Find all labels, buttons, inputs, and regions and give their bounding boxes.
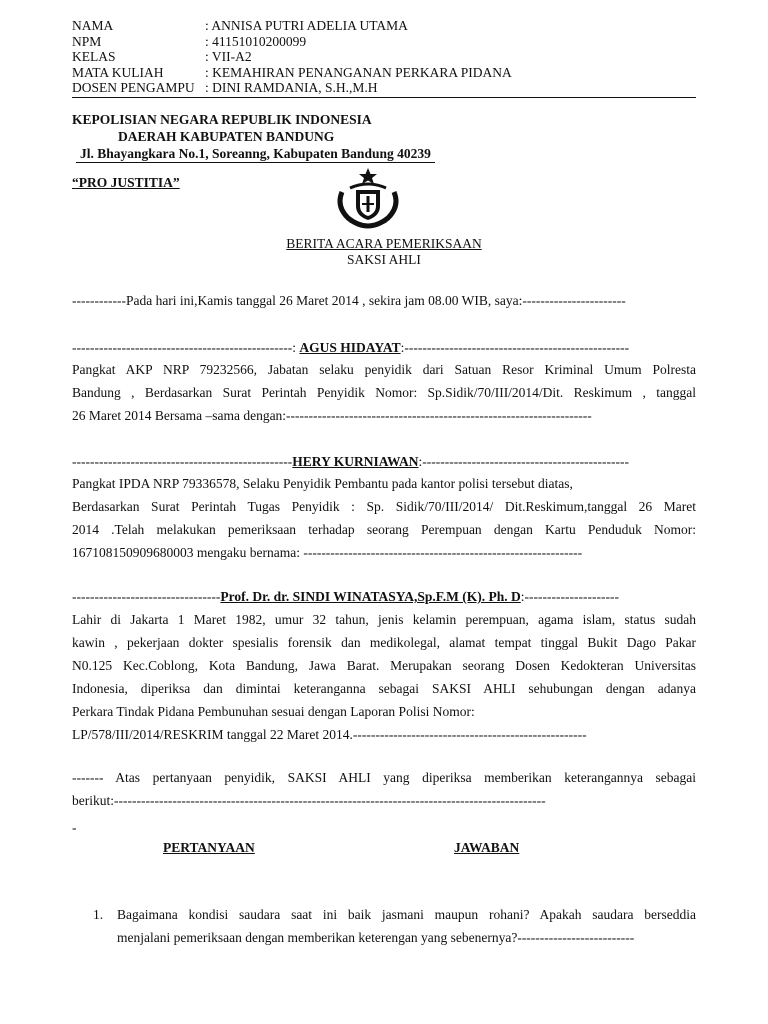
question-column-header: PERTANYAAN [163, 840, 255, 855]
officer-2-line: 2014 .Telah melakukan pemeriksaan terhadap seorang Perempuan dengan Kartu Penduduk Nomor: [72, 522, 696, 537]
field-label: NPM [72, 33, 102, 49]
opening-line: ------------Pada hari ini,Kamis tanggal 26 Maret 2014 , sekira jam 08.00 WIB, saya:----------------------- [72, 293, 626, 308]
field-value: : DINI RAMDANIA, S.H.,M.H [205, 80, 378, 95]
witness-line: kawin , pekerjaan dokter spesialis forensik dan medikolegal, alamat tempat tinggal Bukit Dago Pakar [72, 635, 696, 650]
witness-line: Lahir di Jakarta 1 Maret 1982, umur 32 tahun, jenis kelamin perempuan, agama islam, status sudah [72, 612, 696, 627]
document-title: BERITA ACARA PEMERIKSAAN [286, 236, 482, 251]
student-row-name [72, 18, 696, 34]
police-emblem-icon [328, 166, 408, 230]
officer-2-line: Pangkat IPDA NRP 79336578, Selaku Penyidik Pembantu pada kantor polisi tersebut diatas, [72, 476, 573, 491]
statement-line: - [72, 820, 77, 835]
document-subtitle: SAKSI AHLI [347, 252, 421, 267]
police-address: Jl. Bhayangkara No.1, Soreanng, Kabupaten Bandung 40239 [76, 145, 435, 163]
field-label: MATA KULIAH [72, 64, 164, 80]
question-line: Bagaimana kondisi saudara saat ini baik jasmani maupun rohani? Apakah saudara berseddia [117, 907, 696, 922]
police-name: KEPOLISIAN NEGARA REPUBLIK INDONESIA [72, 112, 372, 127]
field-value: : 41151010200099 [205, 33, 307, 49]
witness-line: N0.125 Kec.Coblong, Kota Bandung, Jawa Barat. Merupakan seorang Dosen Kedokteran Universitas [72, 658, 696, 673]
student-row-class [72, 49, 696, 65]
statement-line: berikut:------------------------------------------------------------------------------------------------ [72, 793, 546, 808]
field-value: : VII-A2 [205, 49, 252, 64]
officer-1-line: Pangkat AKP NRP 79232566, Jabatan selaku penyidik dari Satuan Resor Kriminal Umum Polresta [72, 362, 696, 377]
police-region: DAERAH KABUPATEN BANDUNG [118, 129, 335, 144]
statement-line: ------- Atas pertanyaan penyidik, SAKSI AHLI yang diperiksa memberikan keterangannya sebagai [72, 770, 696, 785]
student-row-npm [72, 34, 696, 50]
officer-2-line: Berdasarkan Surat Perintah Tugas Penyidik : Sp. Sidik/70/III/2014/ Dit.Reskimum,tanggal 26 Maret [72, 499, 696, 514]
officer-2-name: HERY KURNIAWAN [292, 454, 419, 469]
question-line: menjalani pemeriksaan dengan memberikan keterengan yang sebenernya?-------------------------- [117, 930, 635, 945]
officer-2-line: 167108150909680003 mengaku bernama: -------------------------------------------------------------- [72, 545, 583, 560]
student-row-lecturer [72, 80, 696, 96]
witness-heading: ---------------------------------Prof. Dr. dr. SINDI WINATASYA,Sp.F.M (K). Ph. D:--------------------- [72, 589, 619, 604]
witness-line: Perkara Tindak Pidana Pembunuhan sesuai dengan Laporan Polisi Nomor: [72, 704, 475, 719]
question-number: 1. [93, 907, 104, 922]
student-row-course [72, 65, 696, 81]
officer-1-heading: -------------------------------------------------: AGUS HIDAYAT:-------------------------------------------------- [72, 340, 630, 355]
field-label: DOSEN PENGAMPU [72, 80, 195, 95]
officer-1-name: AGUS HIDAYAT [299, 340, 401, 355]
officer-1-line: 26 Maret 2014 Bersama –sama dengan:-------------------------------------------------------------------- [72, 408, 592, 423]
police-header [72, 111, 492, 163]
witness-line: Indonesia, diperiksa dan dimintai keteranganna sebagai SAKSI AHLI sehubungan dengan adanya [72, 681, 696, 696]
student-header [72, 18, 696, 98]
officer-1-line: Bandung , Berdasarkan Surat Perintah Penyidik Nomor: Sp.Sidik/70/III/2014/Dit. Reskimum , tanggal [72, 385, 696, 400]
pro-justitia-label: “PRO JUSTITIA” [72, 175, 180, 190]
field-value: : KEMAHIRAN PENANGANAN PERKARA PIDANA [205, 64, 512, 80]
witness-line: LP/578/III/2014/RESKRIM tanggal 22 Maret 2014.---------------------------------------------------- [72, 727, 587, 742]
field-label: NAMA [72, 18, 114, 33]
officer-2-heading: -------------------------------------------------HERY KURNIAWAN:---------------------------------------------- [72, 454, 630, 469]
witness-name: Prof. Dr. dr. SINDI WINATASYA,Sp.F.M (K). Ph. D [220, 589, 521, 604]
answer-column-header: JAWABAN [454, 840, 520, 855]
field-value: : ANNISA PUTRI ADELIA UTAMA [205, 18, 408, 33]
field-label: KELAS [72, 49, 116, 64]
